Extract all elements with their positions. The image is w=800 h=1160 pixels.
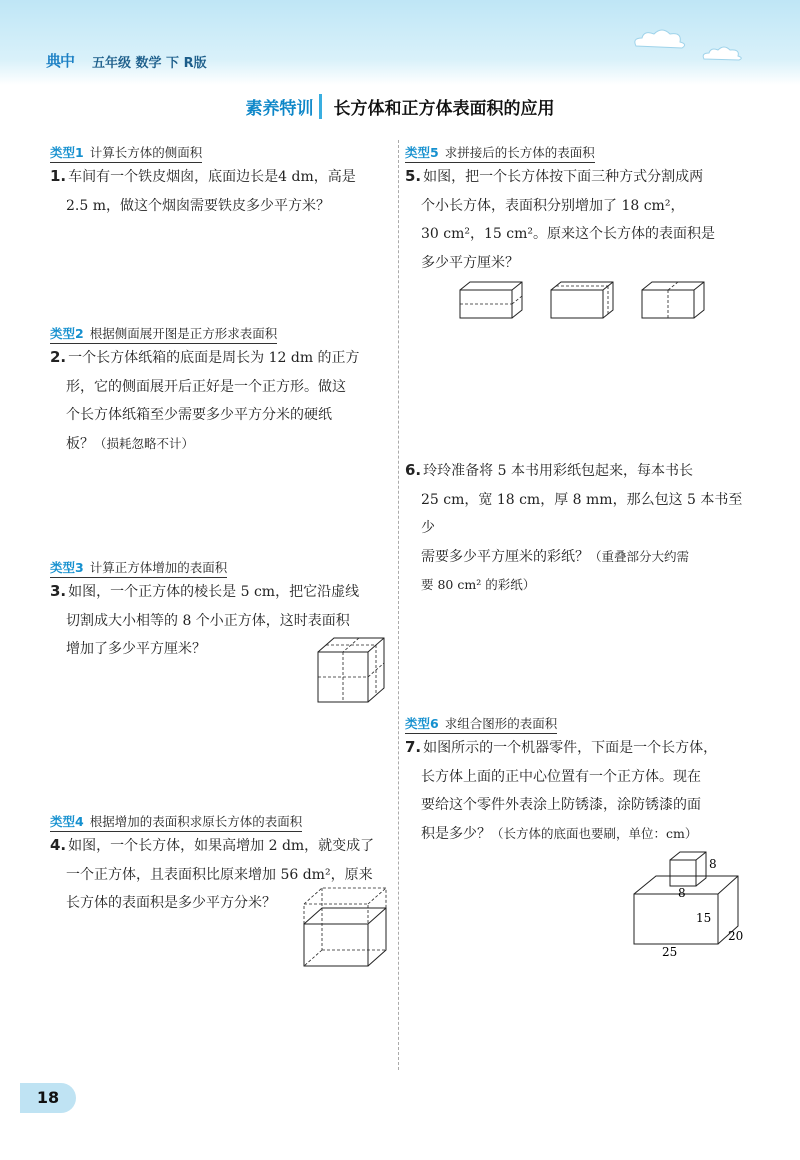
problem-line: 30 cm²，15 cm²。原来这个长方体的表面积是 — [421, 226, 715, 242]
type-title: 计算正方体增加的表面积 — [89, 560, 228, 575]
problem-6 — [405, 456, 750, 600]
type-heading-2 — [50, 324, 277, 344]
problem-line: 积是多少？ — [421, 825, 491, 842]
box-extension-figure — [302, 886, 390, 970]
problem-line: 如图，把一个长方体按下面三种方式分割成两 — [423, 169, 704, 185]
brand-logo: 典中 — [46, 52, 75, 70]
problem-line: 要给这个零件外表涂上防锈漆，涂防锈漆的面 — [421, 797, 701, 813]
problem-note: （重叠部分大约需 — [589, 548, 690, 564]
problem-line: 如图，一个正方体的棱长是 5 cm，把它沿虚线 — [68, 584, 360, 600]
type-title: 根据侧面展开图是正方形求表面积 — [89, 326, 278, 341]
title-main: 长方体和正方体表面积的应用 — [333, 99, 555, 119]
page-title — [0, 94, 800, 118]
type-title: 求拼接后的长方体的表面积 — [444, 145, 595, 160]
problem-line: 多少平方厘米？ — [421, 254, 519, 271]
page-number: 18 — [20, 1083, 76, 1113]
problem-line: 2.5 m，做这个烟囱需要铁皮多少平方米？ — [66, 197, 330, 214]
label-cube-height: 8 — [709, 857, 717, 871]
book-grade: 五年级 数学 下 R版 — [92, 56, 207, 71]
problem-5 — [405, 162, 745, 277]
problem-line: 个长方体纸箱至少需要多少平方分米的硬纸 — [66, 407, 332, 423]
problem-number: 6. — [405, 461, 422, 479]
type-tag: 类型4 — [50, 814, 84, 829]
title-tag: 素养特训 — [245, 94, 322, 119]
machine-part-figure — [630, 848, 750, 958]
problem-line: 车间有一个铁皮烟囱，底面边长是4 dm，高是 — [68, 169, 356, 185]
cube-figure — [316, 636, 386, 706]
type-tag: 类型5 — [405, 145, 439, 160]
problem-note: 要 80 cm² 的彩纸） — [421, 577, 536, 592]
problem-line: 25 cm，宽 18 cm，厚 8 mm，那么包这 5 本书至少 — [421, 491, 743, 536]
problem-number: 1. — [50, 167, 67, 185]
type-title: 计算长方体的侧面积 — [89, 145, 203, 160]
type-heading-5 — [405, 143, 595, 163]
problem-number: 3. — [50, 582, 67, 600]
type-tag: 类型2 — [50, 326, 84, 341]
type-heading-3 — [50, 558, 227, 578]
problem-note: （损耗忽略不计） — [94, 435, 195, 451]
problem-line: 需要多少平方厘米的彩纸？ — [421, 548, 589, 565]
box-split-horizontal-figure — [458, 280, 524, 320]
problem-note: （长方体的底面也要刷，单位：cm） — [491, 825, 698, 841]
label-box-height: 15 — [696, 911, 712, 925]
problem-7 — [405, 733, 750, 848]
problem-line: 如图所示的一个机器零件，下面是一个长方体， — [423, 740, 718, 756]
problem-line: 增加了多少平方厘米？ — [66, 641, 206, 657]
problem-line: 一个正方体，且表面积比原来增加 56 dm²，原来 — [66, 866, 373, 883]
problem-line: 长方体的表面积是多少平方分米？ — [66, 895, 276, 911]
type-heading-1 — [50, 143, 202, 163]
type-tag: 类型1 — [50, 145, 84, 160]
type-tag: 类型3 — [50, 560, 84, 575]
problem-line: 切割成大小相等的 8 个小正方体，这时表面积 — [66, 612, 350, 629]
problem-number: 4. — [50, 836, 67, 854]
problem-2 — [50, 343, 390, 458]
problem-number: 2. — [50, 348, 67, 366]
problem-number: 5. — [405, 167, 422, 185]
type-tag: 类型6 — [405, 716, 439, 731]
label-box-depth: 20 — [728, 929, 744, 943]
problem-line: 玲玲准备将 5 本书用彩纸包起来，每本书长 — [423, 463, 693, 479]
label-box-width: 25 — [662, 945, 678, 959]
problem-1 — [50, 162, 390, 220]
cloud-icon — [700, 44, 744, 62]
problem-line: 板？ — [66, 435, 94, 452]
type-title: 求组合图形的表面积 — [444, 716, 558, 731]
problem-line: 形，它的侧面展开后正好是一个正方形。做这 — [66, 378, 346, 395]
box-split-vertical-figure — [640, 280, 706, 320]
problem-line: 一个长方体纸箱的底面是周长为 12 dm 的正方 — [68, 350, 360, 366]
problem-line: 长方体上面的正中心位置有一个正方体。现在 — [421, 768, 701, 785]
column-divider — [398, 140, 399, 1070]
problem-line: 个小长方体，表面积分别增加了 18 cm²， — [421, 197, 685, 214]
cloud-icon — [630, 26, 690, 50]
type-heading-4 — [50, 812, 302, 832]
type-heading-6 — [405, 714, 557, 734]
problem-line: 如图，一个长方体，如果高增加 2 dm，就变成了 — [68, 838, 375, 854]
type-title: 根据增加的表面积求原长方体的表面积 — [89, 814, 303, 829]
label-cube-width: 8 — [678, 886, 686, 900]
problem-number: 7. — [405, 738, 422, 756]
box-split-depth-figure — [549, 280, 615, 320]
